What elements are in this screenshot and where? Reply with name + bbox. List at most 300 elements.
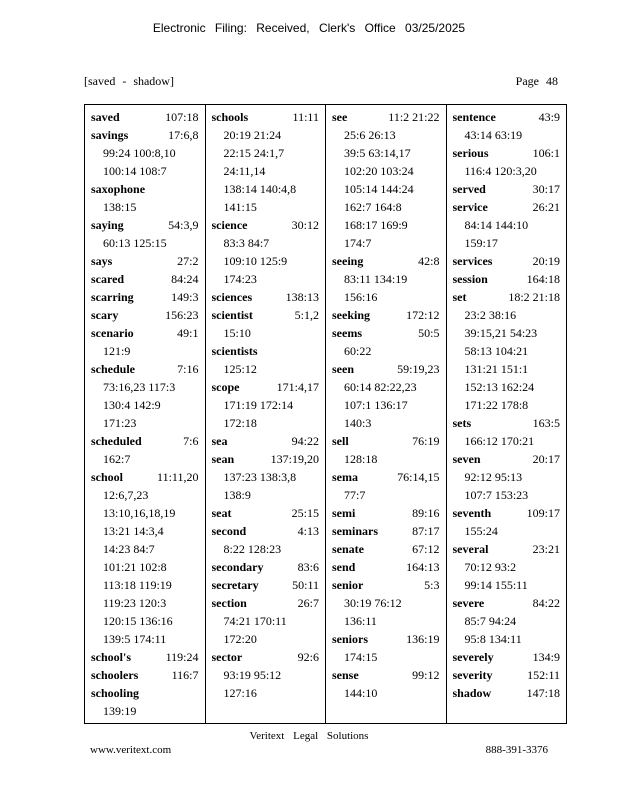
index-entry xyxy=(332,432,440,468)
index-term: sea xyxy=(211,434,228,448)
index-ref: 171:4,17 xyxy=(276,380,319,394)
index-term: schedule xyxy=(91,362,136,376)
index-entry xyxy=(332,666,440,702)
index-entry xyxy=(453,414,561,450)
index-entry xyxy=(212,288,320,306)
index-term: seen xyxy=(332,362,354,376)
index-ref: 164:18 xyxy=(526,272,560,286)
index-ref-line: 131:21 151:1 xyxy=(464,362,529,376)
index-entry xyxy=(332,306,440,324)
index-ref: 7:16 xyxy=(177,362,199,376)
index-entry xyxy=(332,504,440,522)
index-ref-line: 30:19 76:12 xyxy=(344,596,402,610)
index-ref-line: 105:14 144:24 xyxy=(344,182,414,196)
index-term: science xyxy=(211,218,248,232)
index-term: scared xyxy=(91,272,125,286)
index-ref-line: 171:23 xyxy=(103,416,137,430)
index-ref-line: 70:12 93:2 xyxy=(464,560,517,574)
index-entry xyxy=(453,594,561,648)
index-term: semi xyxy=(332,506,356,520)
index-term: scary xyxy=(91,308,119,322)
index-entry-headline xyxy=(453,108,561,126)
index-entry xyxy=(212,216,320,288)
index-ref: 149:3 xyxy=(171,290,199,304)
index-entry xyxy=(453,666,561,684)
index-entry-headline xyxy=(332,666,440,684)
index-ref-line: 100:14 108:7 xyxy=(103,164,167,178)
index-entry xyxy=(332,630,440,666)
index-ref: 50:11 xyxy=(292,578,319,592)
index-ref: 138:13 xyxy=(285,290,319,304)
index-term: seven xyxy=(452,452,481,466)
index-ref-line: 136:11 xyxy=(344,614,377,628)
index-entry-headline xyxy=(91,180,199,198)
index-ref: 4:13 xyxy=(297,524,319,538)
index-ref: 116:7 xyxy=(171,668,199,682)
index-entry xyxy=(332,576,440,630)
index-entry xyxy=(212,378,320,432)
index-entry-headline xyxy=(212,432,320,450)
index-entry xyxy=(332,558,440,576)
index-term: sell xyxy=(332,434,349,448)
index-ref-line: 25:6 26:13 xyxy=(344,128,396,142)
index-entry xyxy=(91,306,199,324)
index-term: sentence xyxy=(452,110,496,124)
index-entry xyxy=(212,108,320,216)
index-term: secondary xyxy=(211,560,264,574)
index-term: serious xyxy=(452,146,489,160)
index-ref-line: 60:13 125:15 xyxy=(103,236,167,250)
index-ref: 50:5 xyxy=(418,326,440,340)
index-ref-line: 128:18 xyxy=(344,452,378,466)
index-range-label: [saved - shadow] xyxy=(84,74,174,88)
index-entry xyxy=(91,666,199,684)
index-ref: 43:9 xyxy=(538,110,560,124)
index-ref: 67:12 xyxy=(412,542,440,556)
index-entry xyxy=(453,108,561,144)
index-entry xyxy=(453,684,561,702)
index-term: seminars xyxy=(332,524,378,538)
index-ref: 5:1,2 xyxy=(294,308,319,322)
index-ref-line: 138:15 xyxy=(103,200,137,214)
index-term: sets xyxy=(452,416,472,430)
index-entry-headline xyxy=(91,306,199,324)
index-ref: 87:17 xyxy=(412,524,440,538)
index-entry-headline xyxy=(91,288,199,306)
index-term: scheduled xyxy=(91,434,142,448)
index-entry-headline xyxy=(212,576,320,594)
index-ref-line: 130:4 142:9 xyxy=(103,398,161,412)
index-term: set xyxy=(452,290,467,304)
index-term: senate xyxy=(332,542,364,556)
index-entry xyxy=(332,522,440,540)
index-term: sema xyxy=(332,470,358,484)
index-entry xyxy=(453,252,561,270)
index-entry-headline xyxy=(332,306,440,324)
index-ref-line: 20:19 21:24 xyxy=(223,128,282,142)
index-term: seat xyxy=(211,506,232,520)
index-ref-line: 43:14 63:19 xyxy=(464,128,523,142)
index-ref-line: 137:23 138:3,8 xyxy=(223,470,297,484)
index-ref: 76:14,15 xyxy=(397,470,440,484)
index-ref: 94:22 xyxy=(291,434,319,448)
index-ref-line: 60:22 xyxy=(344,344,372,358)
index-entry-headline xyxy=(453,414,561,432)
index-ref-line: 15:10 xyxy=(223,326,251,340)
index-entry-headline xyxy=(212,216,320,234)
index-ref-line: 93:19 95:12 xyxy=(223,668,282,682)
index-entry-headline xyxy=(453,144,561,162)
index-term: sense xyxy=(332,668,359,682)
index-ref-line: 139:5 174:11 xyxy=(103,632,167,646)
index-entry-headline xyxy=(332,576,440,594)
index-ref: 26:7 xyxy=(297,596,319,610)
index-ref-line: 101:21 102:8 xyxy=(103,560,167,574)
index-ref-line: 162:7 164:8 xyxy=(344,200,402,214)
index-entry xyxy=(332,468,440,504)
index-term: several xyxy=(452,542,489,556)
index-entry-headline xyxy=(453,684,561,702)
index-term: school xyxy=(91,470,124,484)
index-ref-line: 22:15 24:1,7 xyxy=(223,146,285,160)
index-ref: 26:21 xyxy=(532,200,560,214)
index-entry-headline xyxy=(453,666,561,684)
index-ref-line: 140:3 xyxy=(344,416,372,430)
index-ref-line: 24:11,14 xyxy=(223,164,266,178)
index-entry xyxy=(212,450,320,504)
index-ref-line: 85:7 94:24 xyxy=(464,614,517,628)
index-ref-line: 74:21 170:11 xyxy=(223,614,287,628)
index-entry xyxy=(212,522,320,558)
index-entry-headline xyxy=(91,468,199,486)
index-entry-headline xyxy=(453,540,561,558)
footer-company: Veritext Legal Solutions xyxy=(249,730,369,742)
index-term: seventh xyxy=(452,506,492,520)
index-ref: 49:1 xyxy=(177,326,199,340)
index-term: seniors xyxy=(332,632,368,646)
index-entry-headline xyxy=(91,108,199,126)
index-ref-line: 168:17 169:9 xyxy=(344,218,408,232)
index-ref-line: 77:7 xyxy=(344,488,366,502)
index-entry xyxy=(453,270,561,288)
index-ref-line: 138:9 xyxy=(223,488,251,502)
footer-website: www.veritext.com xyxy=(90,744,172,756)
index-ref-line: 159:17 xyxy=(464,236,498,250)
index-entry xyxy=(91,288,199,306)
index-ref: 107:18 xyxy=(165,110,199,124)
index-ref-line: 84:14 144:10 xyxy=(464,218,529,232)
index-entry-headline xyxy=(212,306,320,324)
index-ref: 99:12 xyxy=(412,668,440,682)
index-ref: 109:17 xyxy=(526,506,560,520)
index-entry xyxy=(453,450,561,504)
index-entry xyxy=(91,360,199,432)
index-entry xyxy=(91,324,199,360)
index-entry xyxy=(212,648,320,702)
index-entry-headline xyxy=(212,378,320,396)
index-ref-line: 171:19 172:14 xyxy=(223,398,294,412)
index-term: says xyxy=(91,254,113,268)
index-ref: 76:19 xyxy=(412,434,440,448)
index-ref: 106:1 xyxy=(532,146,560,160)
index-column-4 xyxy=(447,105,567,723)
index-entry-headline xyxy=(91,666,199,684)
index-entry xyxy=(332,360,440,432)
index-entry xyxy=(91,432,199,468)
index-entry-headline xyxy=(212,522,320,540)
index-ref: 27:2 xyxy=(177,254,199,268)
index-ref: 20:19 xyxy=(532,254,560,268)
index-entry-headline xyxy=(453,594,561,612)
index-entry xyxy=(453,198,561,252)
index-entry-headline xyxy=(453,198,561,216)
index-entry-headline xyxy=(332,468,440,486)
index-ref: 25:15 xyxy=(291,506,319,520)
index-ref-line: 39:15,21 54:23 xyxy=(464,326,538,340)
index-ref: 156:23 xyxy=(165,308,199,322)
index-entry xyxy=(212,558,320,576)
index-entry-headline xyxy=(212,594,320,612)
index-ref: 84:22 xyxy=(532,596,560,610)
index-ref-line: 13:10,16,18,19 xyxy=(103,506,176,520)
index-ref-line: 156:16 xyxy=(344,290,378,304)
index-ref-line: 152:13 162:24 xyxy=(464,380,535,394)
index-entry-headline xyxy=(332,108,440,126)
index-entry-headline xyxy=(91,252,199,270)
index-ref: 23:21 xyxy=(532,542,560,556)
index-ref-line: 174:7 xyxy=(344,236,372,250)
index-ref-line: 107:1 136:17 xyxy=(344,398,408,412)
index-term: severe xyxy=(452,596,485,610)
index-term: services xyxy=(452,254,493,268)
index-entry xyxy=(212,504,320,522)
index-term: savings xyxy=(91,128,129,142)
index-entry xyxy=(91,270,199,288)
index-term: see xyxy=(332,110,348,124)
index-entry xyxy=(453,540,561,594)
index-ref-line: 60:14 82:22,23 xyxy=(344,380,417,394)
index-ref-line: 116:4 120:3,20 xyxy=(464,164,537,178)
index-ref-line: 92:12 95:13 xyxy=(464,470,523,484)
index-entry-headline xyxy=(332,432,440,450)
index-term: scarring xyxy=(91,290,134,304)
index-entry xyxy=(453,180,561,198)
index-term: scientist xyxy=(211,308,253,322)
index-entry-headline xyxy=(212,558,320,576)
index-entry xyxy=(332,324,440,360)
index-entry-headline xyxy=(91,126,199,144)
index-entry-headline xyxy=(332,252,440,270)
index-term: schoolers xyxy=(91,668,139,682)
index-ref-line: 119:23 120:3 xyxy=(103,596,167,610)
index-entry-headline xyxy=(91,360,199,378)
index-column-3 xyxy=(326,105,447,723)
index-ref-line: 13:21 14:3,4 xyxy=(103,524,164,538)
index-entry-headline xyxy=(332,558,440,576)
index-ref-line: 127:16 xyxy=(223,686,257,700)
word-index-table xyxy=(84,104,567,724)
index-entry-headline xyxy=(91,324,199,342)
index-ref: 20:17 xyxy=(532,452,560,466)
index-ref-line: 172:18 xyxy=(223,416,257,430)
index-entry xyxy=(453,144,561,180)
index-ref: 92:6 xyxy=(297,650,319,664)
index-term: severely xyxy=(452,650,494,664)
index-ref: 18:2 21:18 xyxy=(508,290,560,304)
index-entry xyxy=(453,648,561,666)
index-entry-headline xyxy=(332,540,440,558)
index-ref-line: 107:7 153:23 xyxy=(464,488,529,502)
index-ref-line: 95:8 134:11 xyxy=(464,632,522,646)
index-term: service xyxy=(452,200,488,214)
index-term: sector xyxy=(211,650,243,664)
index-entry-headline xyxy=(453,180,561,198)
index-ref-line: 8:22 128:23 xyxy=(223,542,282,556)
index-ref-line: 171:22 178:8 xyxy=(464,398,529,412)
index-ref-line: 58:13 104:21 xyxy=(464,344,529,358)
index-ref-line: 73:16,23 117:3 xyxy=(103,380,176,394)
index-term: saved xyxy=(91,110,120,124)
index-ref: 11:2 21:22 xyxy=(388,110,440,124)
index-entry xyxy=(453,504,561,540)
index-term: shadow xyxy=(452,686,492,700)
index-ref-line: 102:20 103:24 xyxy=(344,164,414,178)
index-term: senior xyxy=(332,578,364,592)
index-entry xyxy=(212,432,320,450)
index-ref-line: 144:10 xyxy=(344,686,378,700)
index-column-1 xyxy=(85,105,206,723)
index-entry-headline xyxy=(453,648,561,666)
index-ref-line: 155:24 xyxy=(464,524,498,538)
index-entry-headline xyxy=(453,450,561,468)
index-entry-headline xyxy=(453,288,561,306)
index-ref: 119:24 xyxy=(165,650,199,664)
index-term: send xyxy=(332,560,356,574)
index-entry-headline xyxy=(453,504,561,522)
index-entry xyxy=(453,288,561,414)
index-term: second xyxy=(211,524,247,538)
index-entry-headline xyxy=(332,360,440,378)
index-ref: 30:17 xyxy=(532,182,560,196)
index-entry-headline xyxy=(453,252,561,270)
index-term: seems xyxy=(332,326,362,340)
index-ref-line: 174:23 xyxy=(223,272,257,286)
index-term: session xyxy=(452,272,488,286)
index-ref: 11:11,20 xyxy=(157,470,199,484)
index-ref-line: 138:14 140:4,8 xyxy=(223,182,297,196)
index-ref-line: 109:10 125:9 xyxy=(223,254,288,268)
index-entry xyxy=(332,540,440,558)
index-term: saying xyxy=(91,218,124,232)
index-entry-headline xyxy=(212,342,320,360)
index-term: seeing xyxy=(332,254,364,268)
index-entry-headline xyxy=(91,684,199,702)
index-ref-line: 83:11 134:19 xyxy=(344,272,408,286)
index-entry xyxy=(91,108,199,126)
index-entry-headline xyxy=(91,270,199,288)
index-ref: 59:19,23 xyxy=(397,362,440,376)
index-entry xyxy=(91,648,199,666)
index-term: scope xyxy=(211,380,240,394)
index-term: secretary xyxy=(211,578,259,592)
index-entry xyxy=(332,252,440,306)
index-ref-line: 139:19 xyxy=(103,704,137,718)
index-ref-line: 172:20 xyxy=(223,632,257,646)
index-ref: 7:6 xyxy=(183,434,199,448)
index-ref: 42:8 xyxy=(418,254,440,268)
index-ref: 84:24 xyxy=(171,272,199,286)
index-entry xyxy=(91,216,199,252)
index-ref-line: 141:15 xyxy=(223,200,257,214)
page-number: Page 48 xyxy=(515,74,558,88)
index-term: severity xyxy=(452,668,493,682)
index-entry-headline xyxy=(212,648,320,666)
index-ref: 30:12 xyxy=(291,218,319,232)
index-term: schools xyxy=(211,110,249,124)
index-ref: 147:18 xyxy=(526,686,560,700)
index-ref-line: 166:12 170:21 xyxy=(464,434,535,448)
index-ref-line: 174:15 xyxy=(344,650,378,664)
index-entry-headline xyxy=(212,108,320,126)
index-ref-line: 120:15 136:16 xyxy=(103,614,173,628)
index-ref: 83:6 xyxy=(297,560,319,574)
index-ref: 5:3 xyxy=(424,578,440,592)
footer-phone: 888-391-3376 xyxy=(485,744,548,756)
index-term: served xyxy=(452,182,486,196)
index-term: sciences xyxy=(211,290,253,304)
index-entry-headline xyxy=(212,504,320,522)
index-ref: 89:16 xyxy=(412,506,440,520)
index-entry xyxy=(91,180,199,216)
index-ref: 137:19,20 xyxy=(270,452,319,466)
index-ref: 163:5 xyxy=(532,416,560,430)
index-ref-line: 99:24 100:8,10 xyxy=(103,146,176,160)
index-ref-line: 23:2 38:16 xyxy=(464,308,517,322)
index-ref: 17:6,8 xyxy=(168,128,199,142)
index-ref-line: 83:3 84:7 xyxy=(223,236,270,250)
index-entry xyxy=(332,108,440,252)
index-column-2 xyxy=(206,105,327,723)
index-ref-line: 113:18 119:19 xyxy=(103,578,172,592)
index-entry xyxy=(212,306,320,342)
index-ref: 164:13 xyxy=(406,560,440,574)
index-term: scenario xyxy=(91,326,134,340)
index-entry xyxy=(212,594,320,648)
index-entry xyxy=(91,126,199,180)
index-term: sean xyxy=(211,452,235,466)
index-ref-line: 125:12 xyxy=(223,362,257,376)
index-ref-line: 99:14 155:11 xyxy=(464,578,528,592)
index-entry xyxy=(212,576,320,594)
index-entry xyxy=(91,684,199,720)
index-ref: 11:11 xyxy=(292,110,319,124)
index-entry-headline xyxy=(91,216,199,234)
index-entry xyxy=(212,342,320,378)
index-ref-line: 39:5 63:14,17 xyxy=(344,146,411,160)
index-entry-headline xyxy=(453,270,561,288)
index-entry-headline xyxy=(332,324,440,342)
index-ref-line: 121:9 xyxy=(103,344,131,358)
index-term: scientists xyxy=(211,344,258,358)
index-entry-headline xyxy=(332,522,440,540)
index-term: seeking xyxy=(332,308,371,322)
index-ref: 136:19 xyxy=(406,632,440,646)
index-entry-headline xyxy=(332,504,440,522)
index-term: saxophone xyxy=(91,182,146,196)
index-entry xyxy=(91,468,199,648)
index-entry-headline xyxy=(332,630,440,648)
index-ref: 172:12 xyxy=(406,308,440,322)
